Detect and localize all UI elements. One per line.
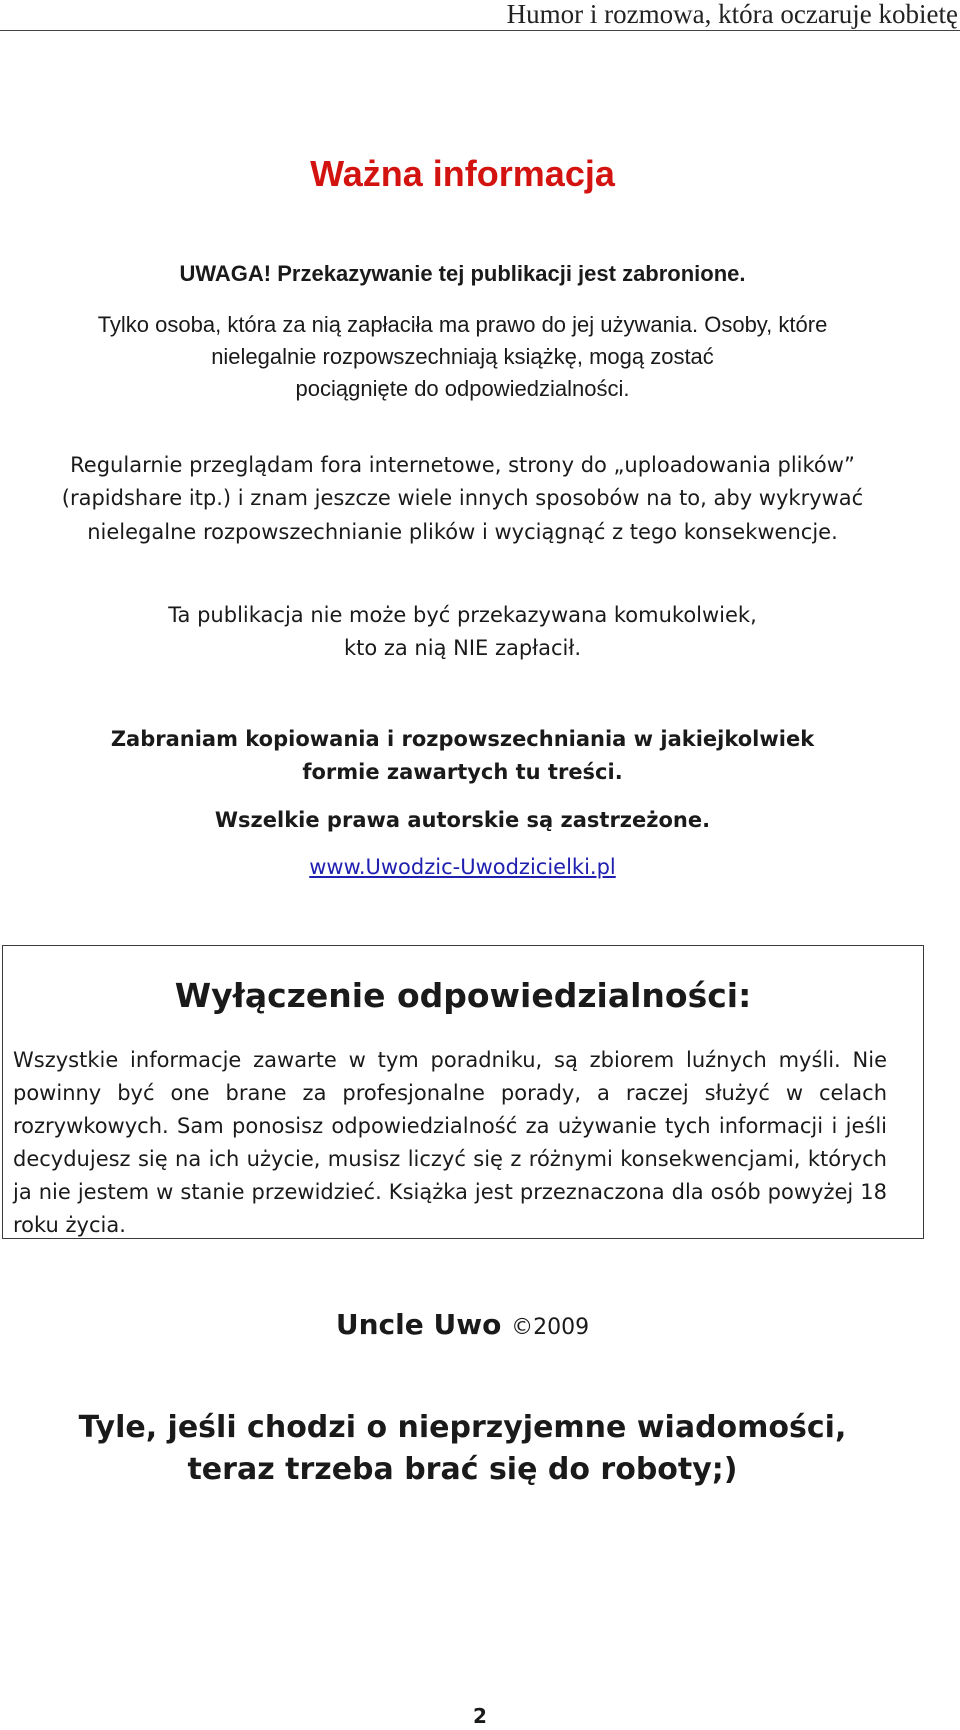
running-header-title: Humor i rozmowa, która oczaruje kobietę <box>506 0 958 29</box>
page-number: 2 <box>473 1704 487 1728</box>
copyright-year: ©2009 <box>511 1315 590 1340</box>
rights-reserved: Wszelkie prawa autorskie są zastrzeżone. <box>214 808 711 832</box>
disclaimer-body: Wszystkie informacje zawarte w tym poradniku, są zbiorem luźnych myśli. Nie powinny być one brane za profesjonalne porady, a raczej służyć w celach rozrywkowych. Sam ponosisz odpowiedzialność za używanie tych informacji i jeśli decydujesz się na ich użycie, musisz liczyć się z różnymi konsekwencjami, których ja nie jestem w stanie przewidzieć. Książka jest przeznaczona dla osób powyżej 18 roku życia. <box>13 1048 887 1237</box>
paragraph-2-line-3: nielegalne rozpowszechnianie plików i wyciągnąć z tego konsekwencje. <box>87 520 838 544</box>
author-signature <box>0 1305 925 1348</box>
closing-line-2: teraz trzeba brać się do roboty;) <box>187 1452 738 1487</box>
paragraph-3-line-2: kto za nią NIE zapłacił. <box>343 636 582 660</box>
closing-line-1: Tyle, jeśli chodzi o nieprzyjemne wiadomości, <box>78 1410 847 1445</box>
disclaimer-title: Wyłączenie odpowiedzialności: <box>174 976 752 1015</box>
paragraph-1-line-2: nielegalnie rozpowszechniają książkę, mogą zostać <box>211 344 714 369</box>
notice-title: Ważna informacja <box>310 153 615 194</box>
paragraph-2-line-1: Regularnie przeglądam fora internetowe, strony do „uploadowania plików” <box>70 453 855 477</box>
paragraph-1-line-1: Tylko osoba, która za nią zapłaciła ma prawo do jej używania. Osoby, które <box>97 312 828 337</box>
warning-line: UWAGA! Przekazywanie tej publikacji jest zabronione. <box>179 261 746 286</box>
paragraph-1-line-3: pociągnięte do odpowiedzialności. <box>295 376 630 401</box>
paragraph-2-line-2: (rapidshare itp.) i znam jeszcze wiele innych sposobów na to, aby wykrywać <box>61 486 864 510</box>
header-divider <box>0 30 960 31</box>
disclaimer-box <box>2 945 924 1239</box>
copy-ban-line-1: Zabraniam kopiowania i rozpowszechniania w jakiejkolwiek <box>110 727 815 751</box>
website-link[interactable]: www.Uwodzic-Uwodzicielki.pl <box>309 855 616 879</box>
copy-ban-line-2: formie zawartych tu treści. <box>302 760 623 784</box>
author-name: Uncle Uwo <box>335 1308 502 1341</box>
paragraph-3-line-1: Ta publikacja nie może być przekazywana komukolwiek, <box>168 603 757 627</box>
